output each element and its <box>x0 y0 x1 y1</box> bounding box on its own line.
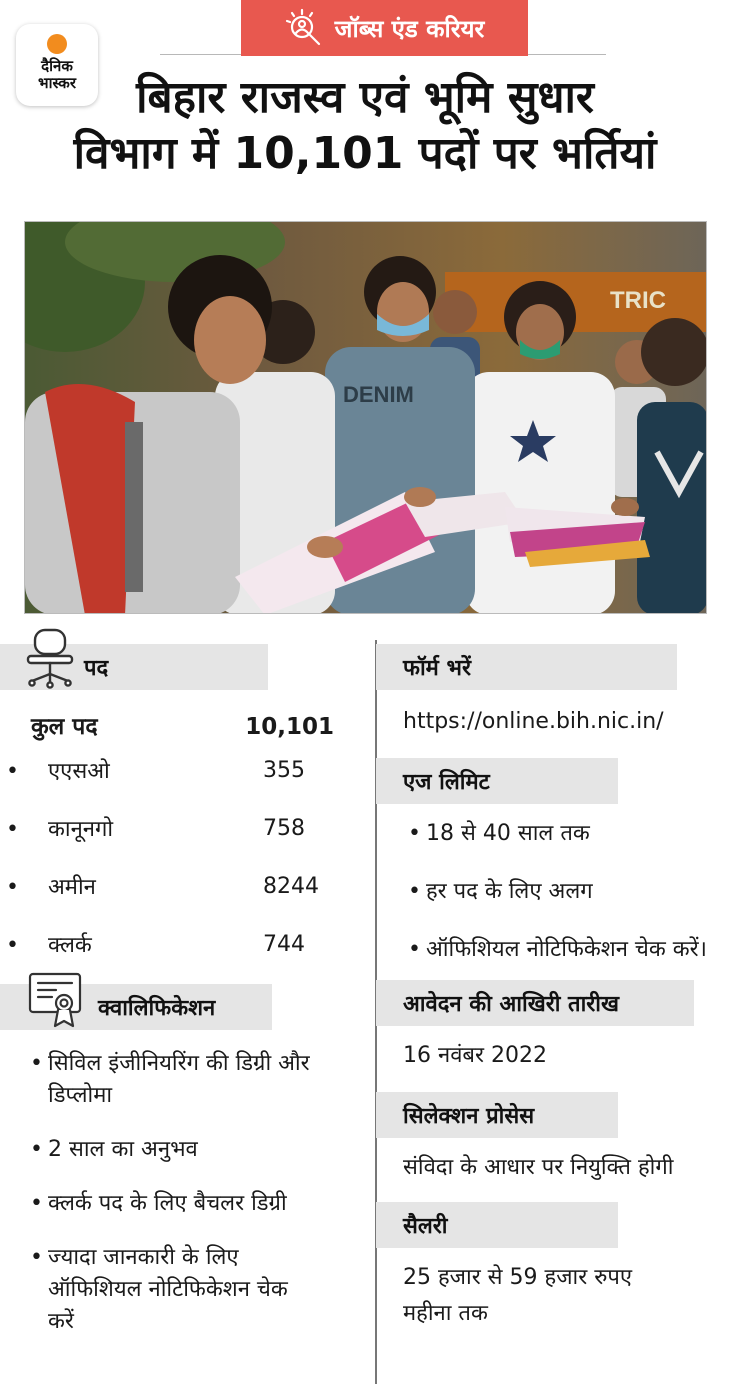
selection-value: संविदा के आधार पर नियुक्ति होगी <box>403 1155 674 1180</box>
post-label: • क्लर्क <box>0 930 92 978</box>
shop-sign-text: TRIC <box>610 287 666 314</box>
salary-heading-band <box>376 1202 618 1248</box>
salary-heading: सैलरी <box>403 1214 448 1239</box>
age-heading-band <box>376 758 618 804</box>
post-value: 8244 <box>263 874 319 899</box>
page-title <box>0 70 730 182</box>
news-photo <box>24 221 707 614</box>
job-search-icon <box>285 8 325 48</box>
post-value: 744 <box>263 932 305 957</box>
qualification-item: • सिविल इंजीनियरिंग की डिग्री और डिप्लोमा <box>24 1048 344 1112</box>
posts-list <box>0 756 360 978</box>
left-column <box>0 640 360 1338</box>
certificate-icon <box>26 970 86 1032</box>
logo-sun-icon <box>47 34 67 54</box>
title-line2: विभाग में 10,101 पदों पर भर्तियां <box>73 128 657 179</box>
selection-heading: सिलेक्शन प्रोसेस <box>403 1104 535 1129</box>
title-line1: बिहार राजस्व एवं भूमि सुधार <box>136 72 594 123</box>
qualification-item: • 2 साल का अनुभव <box>24 1134 344 1166</box>
post-label: • अमीन <box>0 872 96 930</box>
total-posts-value: 10,101 <box>245 714 334 740</box>
qualification-section <box>0 984 360 1338</box>
qualification-item: • क्लर्क पद के लिए बैचलर डिग्री <box>24 1188 344 1220</box>
qualification-list <box>0 1048 360 1338</box>
form-url-link[interactable]: https://online.bih.nic.in/ <box>403 709 664 734</box>
age-item: • ऑफिशियल नोटिफिकेशन चेक करें। <box>402 934 724 966</box>
shirt-text: DENIM <box>343 382 414 407</box>
deadline-value: 16 नवंबर 2022 <box>403 1043 547 1068</box>
post-row <box>0 814 360 872</box>
age-list <box>376 818 730 966</box>
qualification-heading: क्वालिफिकेशन <box>98 996 216 1021</box>
logo-text-line1: दैनिक <box>41 57 73 75</box>
age-item: • हर पद के लिए अलग <box>402 876 722 908</box>
age-heading: एज लिमिट <box>403 770 490 795</box>
selection-heading-band <box>376 1092 618 1138</box>
students-reading-forms-illustration <box>25 222 707 614</box>
qualification-item: • ज्यादा जानकारी के लिए ऑफिशियल नोटिफिकेशन चेक करें <box>24 1242 314 1338</box>
age-item: • 18 से 40 साल तक <box>402 818 722 850</box>
section-tag-label: जॉब्स एंड करियर <box>334 14 485 43</box>
salary-value: 25 हजार से 59 हजार रुपए महीना तक <box>403 1265 633 1326</box>
deadline-heading-band <box>376 980 694 1026</box>
total-posts-label: कुल पद <box>31 714 98 740</box>
post-label: • एएसओ <box>0 756 110 814</box>
right-column <box>376 640 730 1332</box>
post-value: 758 <box>263 816 305 841</box>
logo-text-line2: भास्कर <box>38 74 76 92</box>
total-posts-row <box>0 712 360 742</box>
post-value: 355 <box>263 758 305 783</box>
post-label: • कानूनगो <box>0 814 113 872</box>
posts-heading: पद <box>84 656 109 681</box>
form-heading-band <box>376 644 677 690</box>
form-url[interactable] <box>376 706 730 758</box>
section-tag[interactable] <box>241 0 528 56</box>
post-row <box>0 756 360 814</box>
form-heading: फॉर्म भरें <box>403 656 471 681</box>
post-row <box>0 872 360 930</box>
deadline-heading: आवेदन की आखिरी तारीख <box>403 992 619 1017</box>
office-chair-icon <box>22 626 78 690</box>
